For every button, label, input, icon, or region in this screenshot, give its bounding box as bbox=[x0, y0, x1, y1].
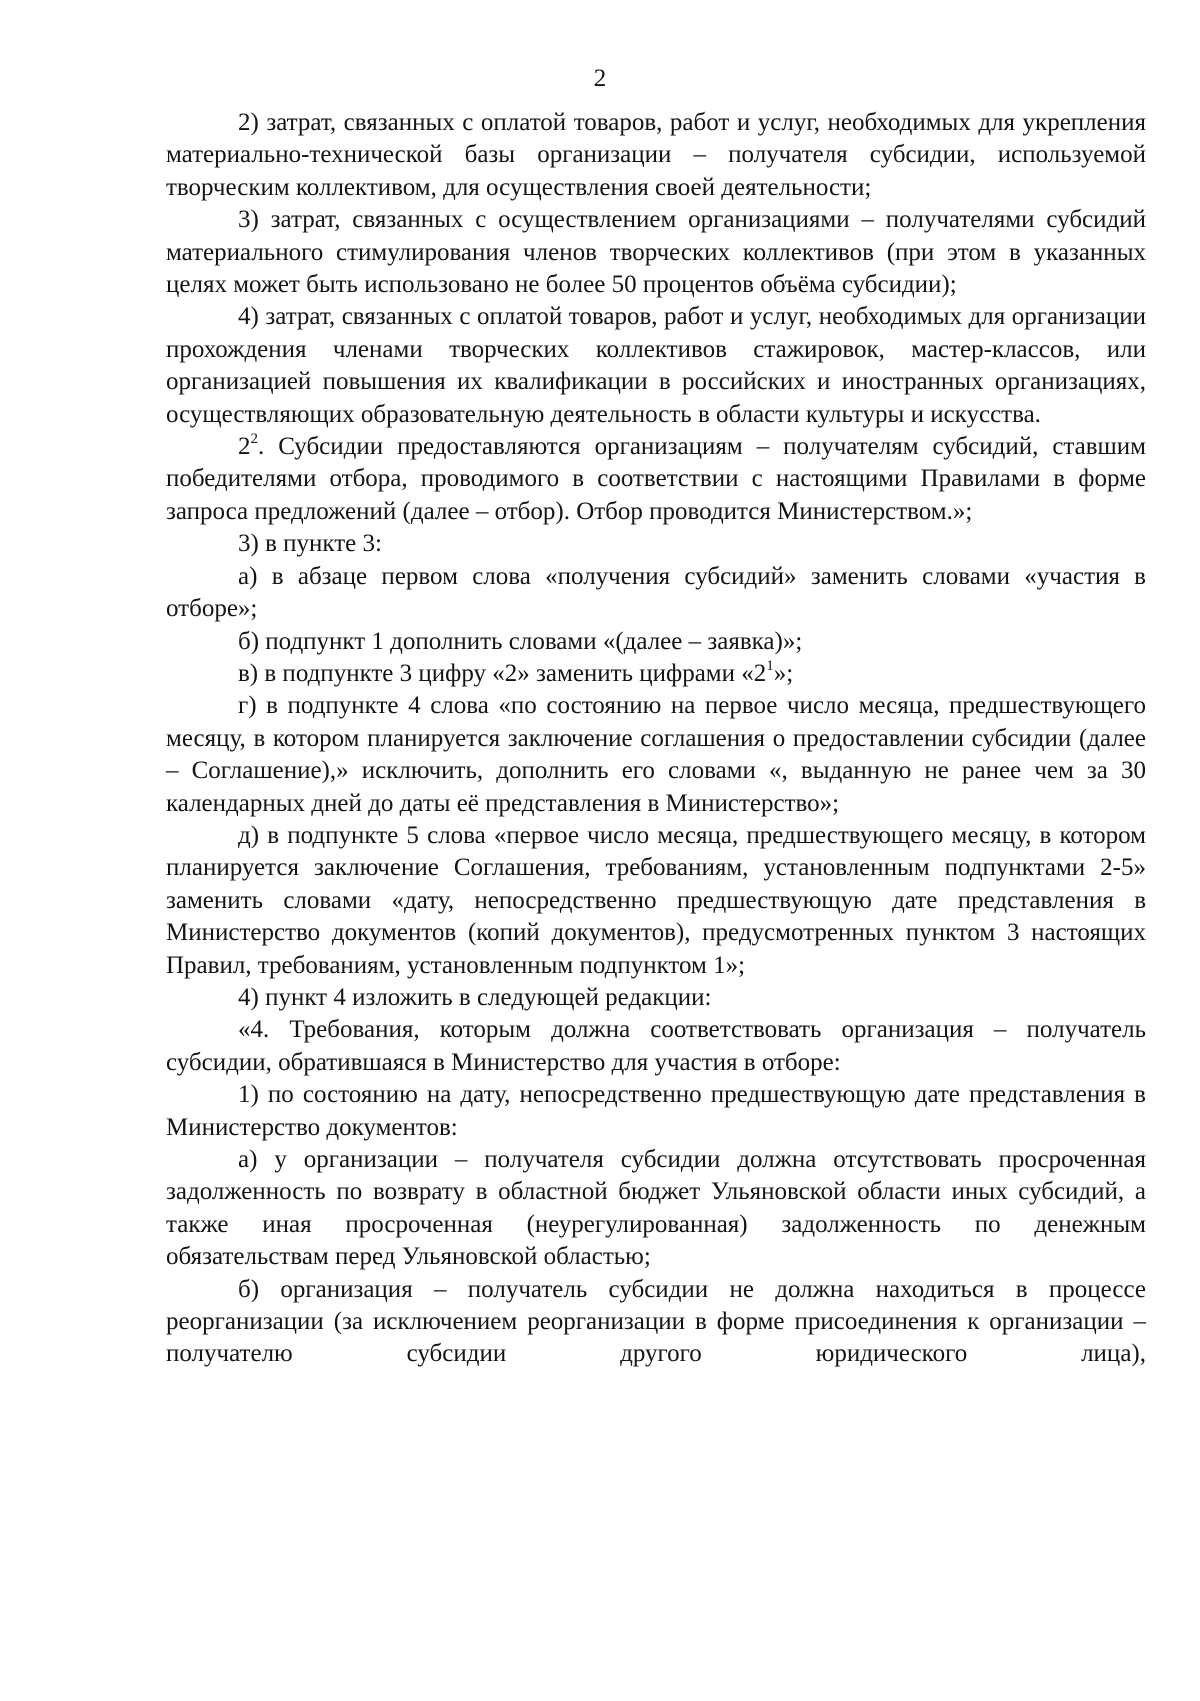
paragraph: 2) затрат, связанных с оплатой товаров, работ и услуг, необходимых для укрепления материально-технической базы организации – получателя субсидии, используемой творческим коллективом, для осуществления своей деятельности; bbox=[166, 109, 1146, 201]
superscript: 2 bbox=[250, 430, 258, 447]
paragraph: «4. Требования, которым должна соответствовать организация – получатель субсидии, обратившаяся в Министерство для участия в отборе: bbox=[166, 1016, 1146, 1076]
paragraph: д) в подпункте 5 слова «первое число месяца, предшествующего месяцу, в котором планируется заключение Соглашения, требованиям, установленным подпунктами 2-5» заменить словами «дату, непосредственно предшествующую дате представления в Министерство документов (копий документов), предусмотренных пунктом 3 настоящих Правил, требованиям, установленным подпунктом 1»; bbox=[166, 821, 1146, 979]
paragraph: б) подпункт 1 дополнить словами «(далее – заявка)»; bbox=[238, 627, 803, 655]
paragraph: г) в подпункте 4 слова «по состоянию на первое число месяца, предшествующего месяцу, в котором планируется заключение соглашения о предоставлении субсидии (далее – Соглашение),» исключить, дополнить его словами «, выданную не ранее чем за 30 календарных дней до даты её представления в Министерство»; bbox=[166, 692, 1146, 817]
superscript: 1 bbox=[766, 657, 774, 674]
paragraph: 1) по состоянию на дату, непосредственно предшествующую дате представления в Министерство документов: bbox=[166, 1081, 1146, 1141]
paragraph-text: . Субсидии предоставляются организациям – получателям субсидий, ставшим победителями отбора, проводимого в соответствии с настоящими Правилами в форме запроса предложений (далее – отбор). Отбор проводится Министерством.»; bbox=[166, 433, 1146, 525]
paragraph: 4) затрат, связанных с оплатой товаров, работ и услуг, необходимых для организации прохождения членами творческих коллективов стажировок, мастер-классов, или организацией повышения их квалификации в российских и иностранных организациях, осуществляющих образовательную деятельность в области культуры и искусства. bbox=[166, 303, 1146, 428]
document-body bbox=[166, 107, 1146, 1371]
paragraph-text: в) в подпункте 3 цифру «2» заменить цифрами «2 bbox=[238, 659, 767, 687]
paragraph: 3) затрат, связанных с осуществлением организациями – получателями субсидий материального стимулирования членов творческих коллективов (при этом в указанных целях может быть использовано не более 50 процентов объёма субсидии); bbox=[166, 206, 1146, 299]
paragraph bbox=[166, 431, 1146, 528]
paragraph: б) организация – получатель субсидии не должна находиться в процессе реорганизации (за исключением реорганизации в форме присоединения к организации – получателю субсидии другого юридического лица), bbox=[166, 1275, 1146, 1368]
paragraph-text-end: »; bbox=[773, 659, 794, 687]
paragraph bbox=[166, 658, 1146, 690]
paragraph-number: 2 bbox=[238, 433, 251, 461]
paragraph: 3) в пункте 3: bbox=[238, 530, 382, 558]
page-number: 2 bbox=[593, 65, 607, 92]
paragraph: а) в абзаце первом слова «получения субсидий» заменить словами «участия в отборе»; bbox=[166, 562, 1146, 623]
paragraph: а) у организации – получателя субсидии должна отсутствовать просроченная задолженность по возврату в областной бюджет Ульяновской области иных субсидий, а также иная просроченная (неурегулированная) задолженность по денежным обязательствам перед Ульяновской областью; bbox=[166, 1146, 1146, 1271]
paragraph: 4) пункт 4 изложить в следующей редакции: bbox=[238, 983, 712, 1011]
